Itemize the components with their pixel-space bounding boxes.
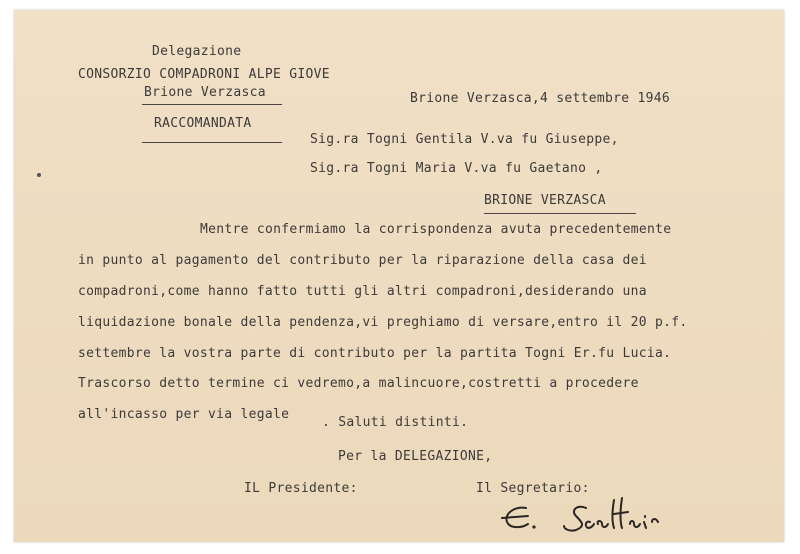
recipient-place: BRIONE VERZASCA [484, 193, 606, 208]
letterhead-underline [142, 104, 282, 105]
letter-page [14, 10, 784, 542]
recipient-2: Sig.ra Togni Maria V.va fu Gaetano , [310, 161, 603, 176]
body-line-4: liquidazione bonale della pendenza,vi preghiamo di versare,entro il 20 p.f. [78, 315, 688, 330]
mail-type: RACCOMANDATA [154, 116, 252, 131]
body-line-3: compadroni,come hanno fatto tutti gli altri compadroni,desiderando una [78, 284, 647, 299]
body-line-2: in punto al pagamento del contributo per la riparazione della casa dei [78, 253, 647, 268]
body-line-5: settembre la vostra parte di contributo per la partita Togni Er.fu Lucia. [78, 346, 672, 361]
letterhead-place: Brione Verzasca [144, 85, 266, 100]
greeting: . Saluti distinti. [322, 415, 469, 430]
recipient-place-underline [484, 213, 636, 214]
body-line-7: all'incasso per via legale [78, 407, 290, 422]
closing: Per la DELEGAZIONE, [338, 449, 493, 464]
letterhead-consortium: CONSORZIO COMPADRONI ALPE GIOVE [78, 67, 330, 82]
paper-speck [37, 173, 41, 177]
body-line-6: Trascorso detto termine ci vedremo,a malincuore,costretti a procedere [78, 376, 639, 391]
handwritten-signature [498, 494, 698, 542]
secretary-label: Il Segretario: [476, 481, 590, 496]
mail-type-underline [142, 142, 282, 143]
place-date: Brione Verzasca,4 settembre 1946 [410, 91, 671, 106]
body-line-1: Mentre confermiamo la corrispondenza avuta precedentemente [200, 222, 672, 237]
letterhead-delegation: Delegazione [152, 44, 242, 59]
recipient-1: Sig.ra Togni Gentila V.va fu Giuseppe, [310, 132, 619, 147]
president-label: IL Presidente: [244, 481, 358, 496]
